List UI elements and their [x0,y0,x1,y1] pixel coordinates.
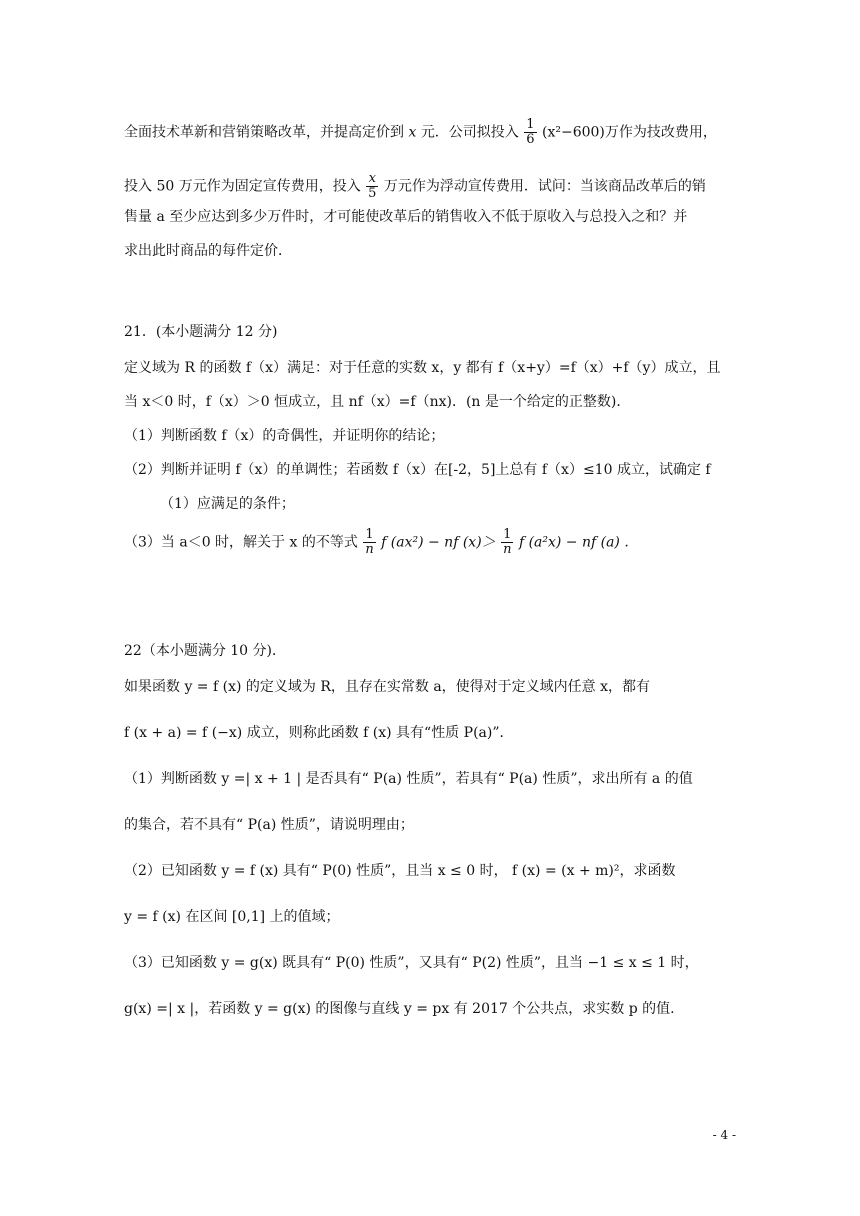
fraction [501,528,513,557]
text-span: 万元作为浮动宣传费用．试问：当该商品改革后的销 [383,178,706,195]
text-line: （1）应满足的条件； [160,496,295,512]
sub-question: （2）判断并证明 f（x）的单调性；若函数 f（x）在[-2，5]上总有 f（x）≤10 成立，试确定 f [124,462,711,478]
sub-question: （2）已知函数 y = f (x) 具有“ P(0) 性质”，且当 x ≤ 0 时， f (x) = (x + m)²，求函数 [124,863,676,879]
text-line: 当 x＜0 时，f（x）＞0 恒成立，且 nf（x）=f（nx)．(n 是一个给定的正整数)． [124,394,631,410]
text-span: 元．公司拟投入 [420,124,519,141]
text-line: 定义域为 R 的函数 f（x）满足：对于任意的实数 x，y 都有 f（x+y）=f（x）+f（y）成立，且 [124,360,721,376]
denominator: 5 [368,186,377,201]
formula: f (a²x) − nf (a) . [518,534,629,551]
text-line [124,172,706,201]
fraction [363,528,375,557]
sub-question: （1）判断函数 f（x）的奇偶性，并证明你的结论； [124,428,445,444]
text-span: (x²−600)万作为技改费用， [542,124,717,141]
page-number: - 4 - [712,1128,736,1142]
text-line: f (x + a) = f (−x) 成立，则称此函数 f (x) 具有“性质 P(a)”． [124,725,514,741]
sub-question [124,528,629,557]
text-span: （3）当 a＜0 时，解关于 x 的不等式 [124,534,358,551]
sub-question: （1）判断函数 y =| x + 1 | 是否具有“ P(a) 性质”，若具有“ P(a) 性质”，求出所有 a 的值 [124,771,693,787]
variable: x [408,124,417,141]
text-line [124,118,717,147]
numerator: x [366,172,378,187]
text-span: 投入 50 万元作为固定宣传费用，投入 [124,178,361,195]
text-span: 全面技术革新和营销策略改革，并提高定价到 [124,124,404,141]
fraction [366,172,378,201]
denominator: n [365,542,374,557]
text-line: 如果函数 y = f (x) 的定义域为 R，且存在实常数 a，使得对于定义域内任意 x，都有 [124,679,651,695]
numerator: 1 [501,528,513,543]
text-line: g(x) =| x |，若函数 y = g(x) 的图像与直线 y = px 有 2017 个公共点，求实数 p 的值. [124,1001,675,1017]
question-title: 21．(本小题满分 12 分) [124,324,278,340]
denominator: 6 [526,132,535,147]
denominator: n [503,542,512,557]
numerator: 1 [526,117,535,132]
text-line: 的集合，若不具有“ P(a) 性质”，请说明理由； [124,817,414,833]
text-line: 售量 a 至少应达到多少万件时，才可能使改革后的销售收入不低于原收入与总投入之和？并 [124,209,688,225]
numerator: 1 [363,528,375,543]
text-line: 求出此时商品的每件定价． [124,243,292,259]
formula: f (ax²) − nf (x)＞ [381,534,496,551]
sub-question: （3）已知函数 y = g(x) 既具有“ P(0) 性质”，又具有“ P(2) 性质”，且当 −1 ≤ x ≤ 1 时， [124,955,699,971]
question-title: 22（本小题满分 10 分)． [124,643,286,659]
text-line: y = f (x) 在区间 [0,1] 上的值域； [124,909,340,925]
fraction [524,118,536,147]
